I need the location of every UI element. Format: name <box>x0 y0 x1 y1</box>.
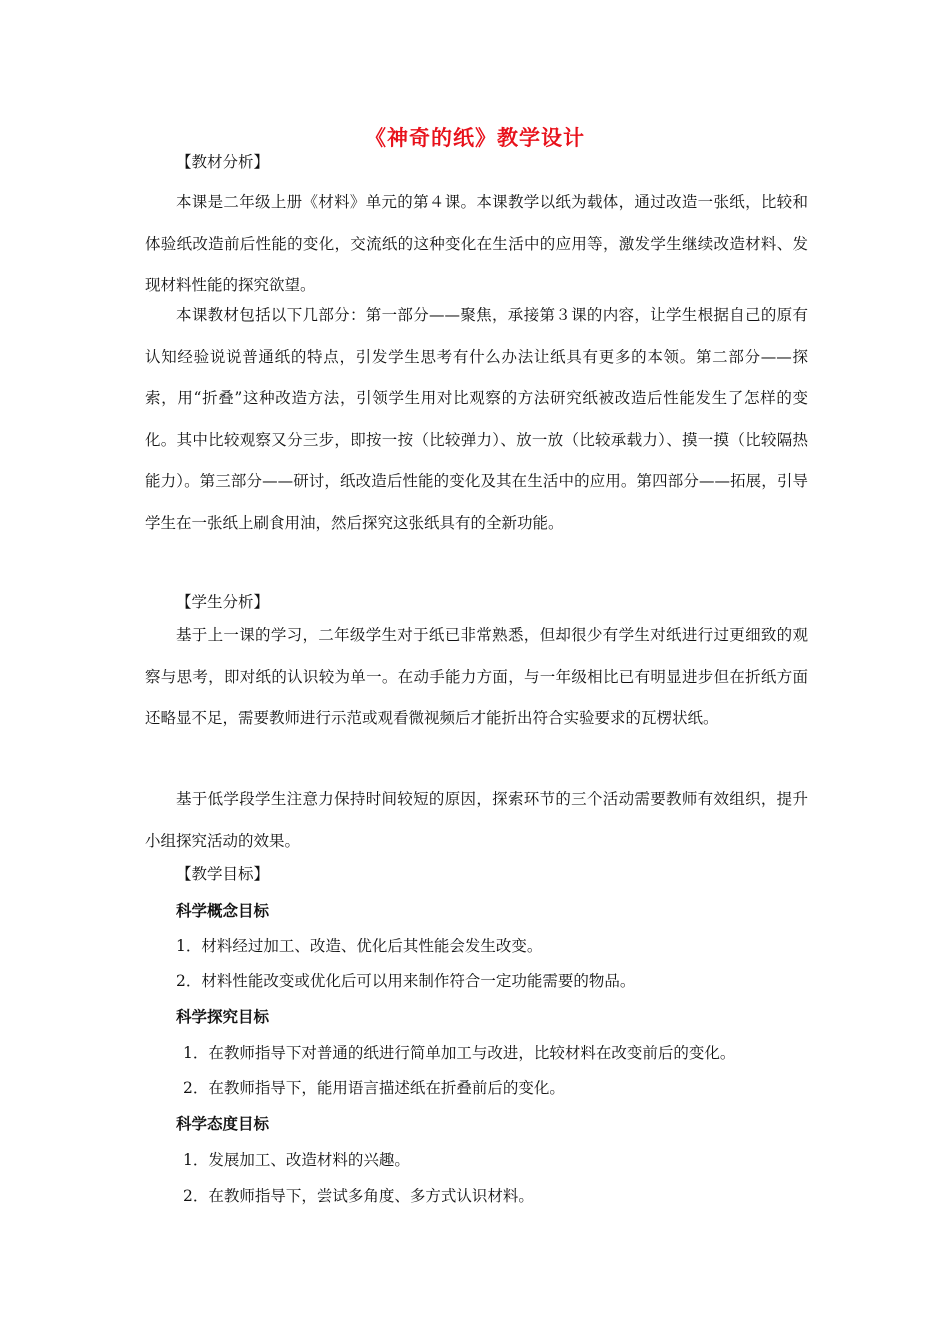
material-paragraph-2: 本课教材包括以下几部分：第一部分——聚焦，承接第３课的内容，让学生根据自己的原有认知经验说说普通纸的特点，引发学生思考有什么办法让纸具有更多的本领。第二部分——探索，用“折叠”这种改造方法，引领学生用对比观察的方法研究纸被改造后性能发生了怎样的变化。其中比较观察又分三步，即按一按（比较弹力）、放一放（比较承载力）、摸一摸（比较隔热能力）。第三部分——研讨，纸改造后性能的变化及其在生活中的应用。第四部分——拓展，引导学生在一张纸上刷食用油，然后探究这张纸具有的全新功能。 <box>145 306 808 532</box>
goal-inquiry-item: 2．在教师指导下，能用语言描述纸在折叠前后的变化。 <box>183 1079 565 1097</box>
material-paragraph-1: 本课是二年级上册《材料》单元的第４课。本课教学以纸为载体，通过改造一张纸，比较和体验纸改造前后性能的变化，交流纸的这种变化在生活中的应用等，激发学生继续改造材料、发现材料性能的探究欲望。 <box>145 193 808 294</box>
goal-attitude-item: 1．发展加工、改造材料的兴趣。 <box>183 1151 410 1169</box>
section-heading-material: 【教材分析】 <box>176 153 270 171</box>
section-heading-student: 【学生分析】 <box>176 593 270 611</box>
goal-inquiry-title: 科学探究目标 <box>176 1008 270 1026</box>
goal-concept-title: 科学概念目标 <box>176 902 270 920</box>
goal-concept-item: 2．材料性能改变或优化后可以用来制作符合一定功能需要的物品。 <box>176 972 636 990</box>
section-heading-goals: 【教学目标】 <box>176 865 270 883</box>
goal-attitude-title: 科学态度目标 <box>176 1115 270 1133</box>
goal-inquiry-item: 1．在教师指导下对普通的纸进行简单加工与改进，比较材料在改变前后的变化。 <box>183 1044 736 1062</box>
goal-attitude-item: 2．在教师指导下，尝试多角度、多方式认识材料。 <box>183 1187 534 1205</box>
student-paragraph-1: 基于上一课的学习，二年级学生对于纸已非常熟悉，但却很少有学生对纸进行过更细致的观察与思考，即对纸的认识较为单一。在动手能力方面，与一年级相比已有明显进步但在折纸方面还略显不足，需要教师进行示范或观看微视频后才能折出符合实验要求的瓦楞状纸。 <box>145 626 808 727</box>
goal-concept-item: 1．材料经过加工、改造、优化后其性能会发生改变。 <box>176 937 543 955</box>
document-title: 《神奇的纸》教学设计 <box>365 125 585 150</box>
student-paragraph-2: 基于低学段学生注意力保持时间较短的原因，探索环节的三个活动需要教师有效组织，提升小组探究活动的效果。 <box>145 790 808 850</box>
